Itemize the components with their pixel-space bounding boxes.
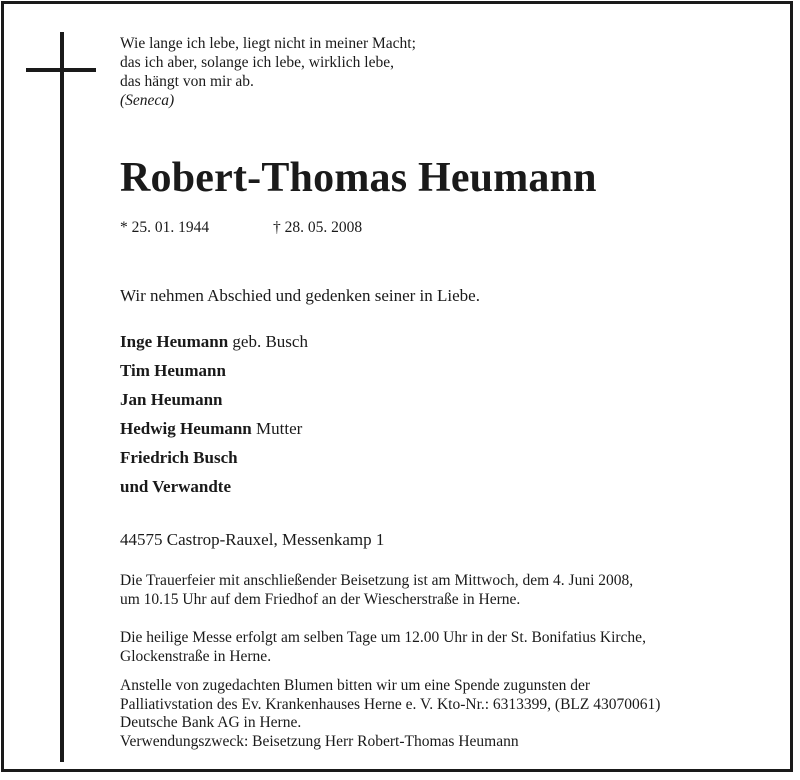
mourner-item [120, 414, 308, 443]
mass-line: Glockenstraße in Herne. [120, 647, 272, 665]
cross-icon-bar [26, 68, 96, 72]
mourner-item [120, 472, 308, 501]
mourner-item [120, 443, 308, 472]
address: 44575 Castrop-Rauxel, Messenkamp 1 [120, 530, 385, 549]
donation-line: Verwendungszweck: Beisetzung Herr Robert-Thomas Heumann [120, 732, 519, 750]
mass-info [120, 629, 646, 666]
quote-line: das ich aber, solange ich lebe, wirklich lebe, [120, 54, 394, 71]
funeral-line: Die Trauerfeier mit anschließender Beisetzung ist am Mittwoch, dem 4. Juni 2008, [120, 572, 634, 589]
funeral-line: um 10.15 Uhr auf dem Friedhof an der Wiescherstraße in Herne. [120, 590, 521, 608]
farewell-text: Wir nehmen Abschied und gedenken seiner in Liebe. [120, 286, 480, 305]
mourner-item [120, 356, 308, 385]
deceased-name: Robert-Thomas Heumann [120, 155, 597, 201]
quote-source: (Seneca) [120, 92, 175, 109]
quote-line: Wie lange ich lebe, liegt nicht in meiner Macht; [120, 35, 416, 52]
cross-icon [60, 32, 64, 762]
donation-info [120, 677, 660, 751]
birth-date: * 25. 01. 1944 [120, 219, 210, 236]
mourner-note: Mutter [256, 419, 303, 438]
mourners-list [120, 327, 308, 501]
quote-line: das hängt von mir ab. [120, 73, 254, 90]
mourner-name: Inge Heumann [120, 332, 229, 351]
mourner-name: Hedwig Heumann [120, 419, 252, 438]
funeral-info [120, 572, 633, 609]
donation-line: Deutsche Bank AG in Herne. [120, 714, 302, 731]
mourner-name: Tim Heumann [120, 361, 226, 380]
mourner-name: und Verwandte [120, 477, 232, 496]
mourner-name: Jan Heumann [120, 390, 223, 409]
mourner-name: Friedrich Busch [120, 448, 238, 467]
mourner-note: geb. Busch [232, 332, 308, 351]
mourner-item [120, 327, 308, 356]
mass-line: Die heilige Messe erfolgt am selben Tage um 12.00 Uhr in der St. Bonifatius Kirche, [120, 629, 646, 646]
quote [120, 34, 416, 110]
donation-line: Anstelle von zugedachten Blumen bitten wir um eine Spende zugunsten der [120, 677, 591, 694]
mourner-item [120, 385, 308, 414]
death-date: † 28. 05. 2008 [273, 219, 363, 236]
life-dates [120, 218, 363, 238]
donation-line: Palliativstation des Ev. Krankenhauses Herne e. V. Kto-Nr.: 6313399, (BLZ 43070061) [120, 695, 661, 713]
